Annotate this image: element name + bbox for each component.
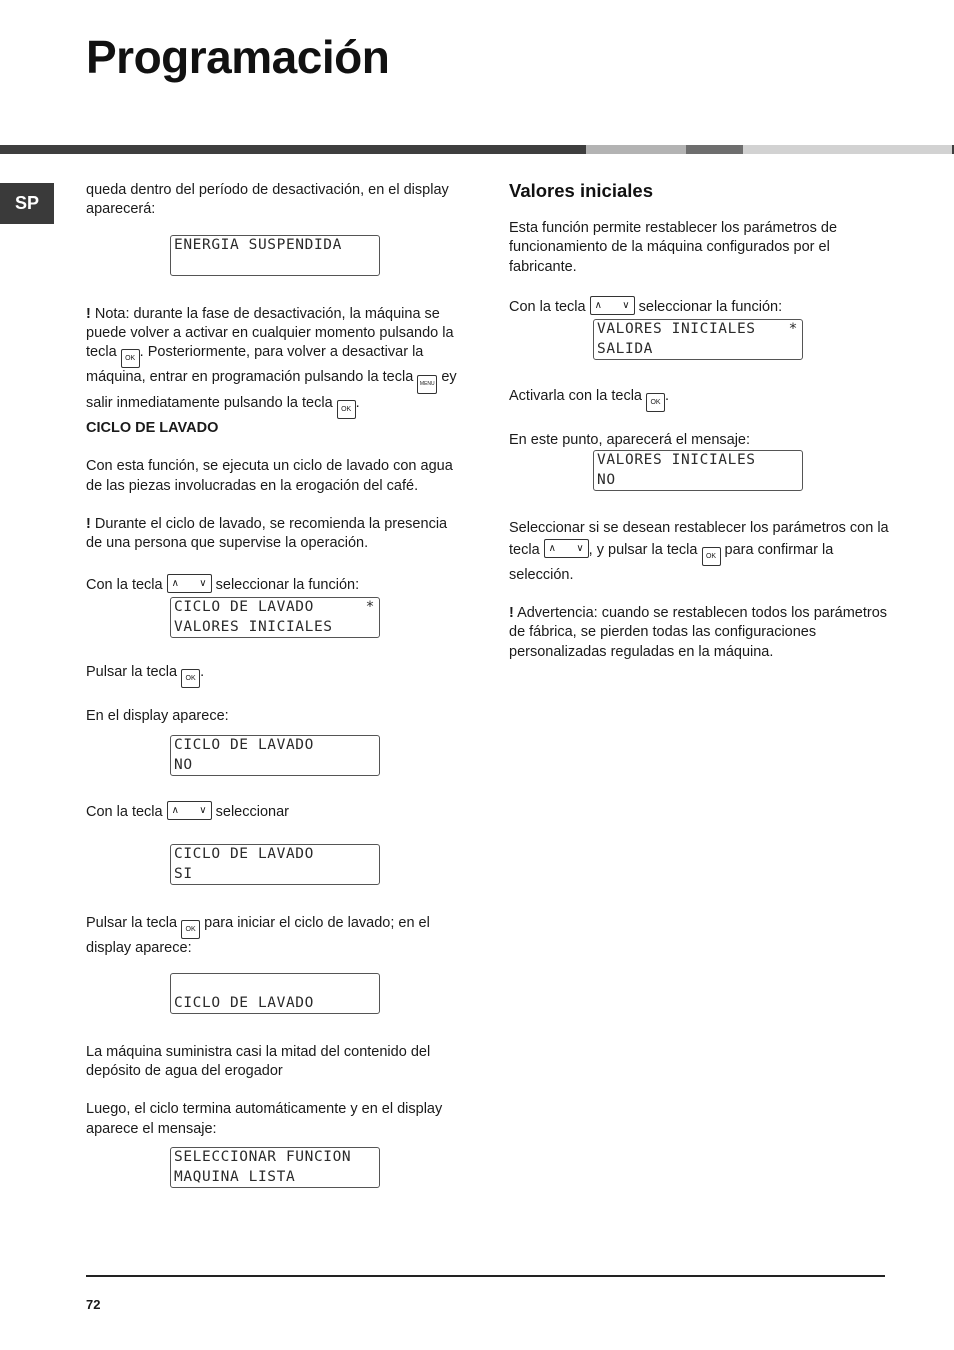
lcd-display-ciclo-menu: [170, 597, 380, 638]
lcd-display-valores-no: [593, 450, 803, 491]
press-instruction-1: [86, 663, 466, 688]
instruction-text: Con la tecla: [86, 804, 167, 821]
left-column: [86, 181, 466, 1188]
lcd-display-energia: [170, 235, 380, 276]
ok-key-icon: OK: [181, 920, 200, 939]
lcd-cursor-star: *: [788, 321, 798, 338]
arrow-keys-icon: [590, 296, 635, 315]
lcd-display-ciclo-si: [170, 844, 380, 885]
language-tab: SP: [0, 183, 54, 224]
lcd-line-2: NO: [597, 472, 616, 489]
lcd-line-1: VALORES INICIALES: [597, 321, 756, 338]
instruction-text: Con la tecla: [86, 576, 167, 593]
exclamation-mark: !: [509, 605, 514, 622]
end-cycle-paragraph: Luego, el ciclo termina automáticamente y en el display aparece el mensaje:: [86, 1101, 443, 1137]
instruction-text: .: [665, 388, 670, 405]
valores-description: Esta función permite restablecer los parámetros de funcionamiento de la máquina configurados por el fabricante.: [509, 220, 838, 275]
lcd-line-1: ENERGIA SUSPENDIDA: [174, 236, 342, 253]
down-arrow-icon: ∨: [199, 805, 207, 817]
lcd-line-1: SELECCIONAR FUNCION: [174, 1149, 352, 1166]
select-instruction-1: [86, 574, 466, 595]
note-text-b: . Posteriormente, para volver a desactivar la máquina, entrar en programación pulsando la tecla: [86, 344, 424, 386]
advertencia-paragraph: [509, 604, 889, 662]
instruction-text: para iniciar el ciclo de lavado; en el display aparece:: [86, 914, 430, 956]
note-text-c: ey salir inmediatamente pulsando la tecla: [86, 369, 457, 412]
message-caption: En este punto, aparecerá el mensaje:: [509, 432, 751, 449]
warning-text: Durante el ciclo de lavado, se recomienda la presencia de una persona que supervise la operación.: [86, 516, 448, 552]
section-heading-valores: Valores iniciales: [509, 180, 653, 201]
instruction-text: Seleccionar si se desean restablecer los parámetros con la tecla: [509, 520, 889, 558]
exclamation-mark: !: [86, 305, 91, 322]
lcd-line-2: MAQUINA LISTA: [174, 1169, 296, 1186]
right-column: [509, 179, 889, 662]
up-arrow-icon: ∧: [548, 542, 556, 554]
ok-key-icon: OK: [337, 400, 356, 419]
water-paragraph: La máquina suministra casi la mitad del contenido del depósito de agua del erogador: [86, 1043, 431, 1080]
instruction-text: Pulsar la tecla: [86, 663, 182, 680]
note-text-d: .: [355, 395, 360, 412]
lcd-line-2: SI: [174, 865, 193, 882]
lcd-line-1: CICLO DE LAVADO: [174, 598, 314, 615]
instruction-text: , y pulsar la tecla: [588, 541, 702, 558]
lcd-line-1: CICLO DE LAVADO: [174, 737, 314, 754]
ok-key-icon: OK: [702, 547, 721, 566]
page-title: Programación: [86, 31, 390, 83]
down-arrow-icon: ∨: [199, 577, 207, 589]
lcd-display-maquina-lista: [170, 1147, 380, 1188]
instruction-text: Con la tecla: [509, 298, 590, 315]
up-arrow-icon: ∧: [171, 577, 179, 589]
note-text-a: Nota: durante la fase de desactivación, la máquina se puede volver a activar en cualquier momento pulsando la tecla: [86, 305, 454, 361]
lcd-line-2: CICLO DE LAVADO: [174, 994, 314, 1011]
header-bar-segment-pale: [743, 145, 952, 154]
lcd-display-ciclo-running: [170, 973, 380, 1014]
header-bar-segment-light: [586, 145, 686, 154]
lcd-display-valores-menu: [593, 319, 803, 360]
instruction-text: seleccionar: [211, 804, 289, 821]
ok-key-icon: OK: [121, 349, 140, 368]
instruction-text: Pulsar la tecla: [86, 914, 182, 931]
page-number: 72: [86, 1297, 101, 1312]
instruction-text: seleccionar la función:: [211, 576, 360, 593]
up-arrow-icon: ∧: [171, 805, 179, 817]
select-instruction-valores: [509, 296, 889, 317]
press-instruction-2: [86, 914, 466, 958]
ok-key-icon: OK: [646, 393, 665, 412]
arrow-keys-icon: [167, 574, 212, 593]
select-instruction-2: [86, 801, 466, 822]
instruction-text: para confirmar la selección.: [509, 541, 834, 583]
display-caption: En el display aparece:: [86, 707, 229, 724]
lcd-line-2: VALORES INICIALES: [174, 618, 333, 635]
intro-paragraph: queda dentro del período de desactivación, en el display aparecerá:: [86, 182, 449, 218]
warning-paragraph: [86, 515, 466, 554]
header-bar-segment-mid: [686, 145, 743, 154]
instruction-text: Activarla con la tecla: [509, 388, 647, 405]
lcd-line-2: NO: [174, 757, 193, 774]
menu-key-icon: MENU: [417, 375, 437, 394]
lcd-line-2: SALIDA: [597, 341, 653, 358]
lcd-cursor-star: *: [365, 598, 375, 615]
footer-rule: [86, 1275, 885, 1277]
down-arrow-icon: ∨: [622, 299, 630, 311]
arrow-keys-icon: [167, 801, 212, 820]
advertencia-text: Advertencia: cuando se restablecen todos los parámetros de fábrica, se pierden todas las configuraciones personalizadas reguladas en la máquina.: [509, 605, 888, 660]
up-arrow-icon: ∧: [594, 299, 602, 311]
exclamation-mark: !: [86, 516, 91, 533]
instruction-text: seleccionar la función:: [634, 298, 783, 315]
lcd-line-1: CICLO DE LAVADO: [174, 845, 314, 862]
header-bar-segment-dark: [0, 145, 586, 154]
instruction-text: .: [200, 663, 205, 680]
note-paragraph: [86, 305, 466, 420]
ciclo-description: Con esta función, se ejecuta un ciclo de lavado con agua de las piezas involucradas en la erogación del café.: [86, 458, 453, 494]
down-arrow-icon: ∨: [576, 542, 584, 554]
lcd-display-ciclo-no: [170, 735, 380, 776]
lcd-line-1: VALORES INICIALES: [597, 452, 756, 469]
confirm-instruction: [509, 519, 889, 585]
section-heading-ciclo: CICLO DE LAVADO: [86, 420, 219, 437]
ok-key-icon: OK: [181, 669, 200, 688]
activate-instruction: [509, 387, 889, 412]
arrow-keys-icon: [544, 539, 589, 558]
